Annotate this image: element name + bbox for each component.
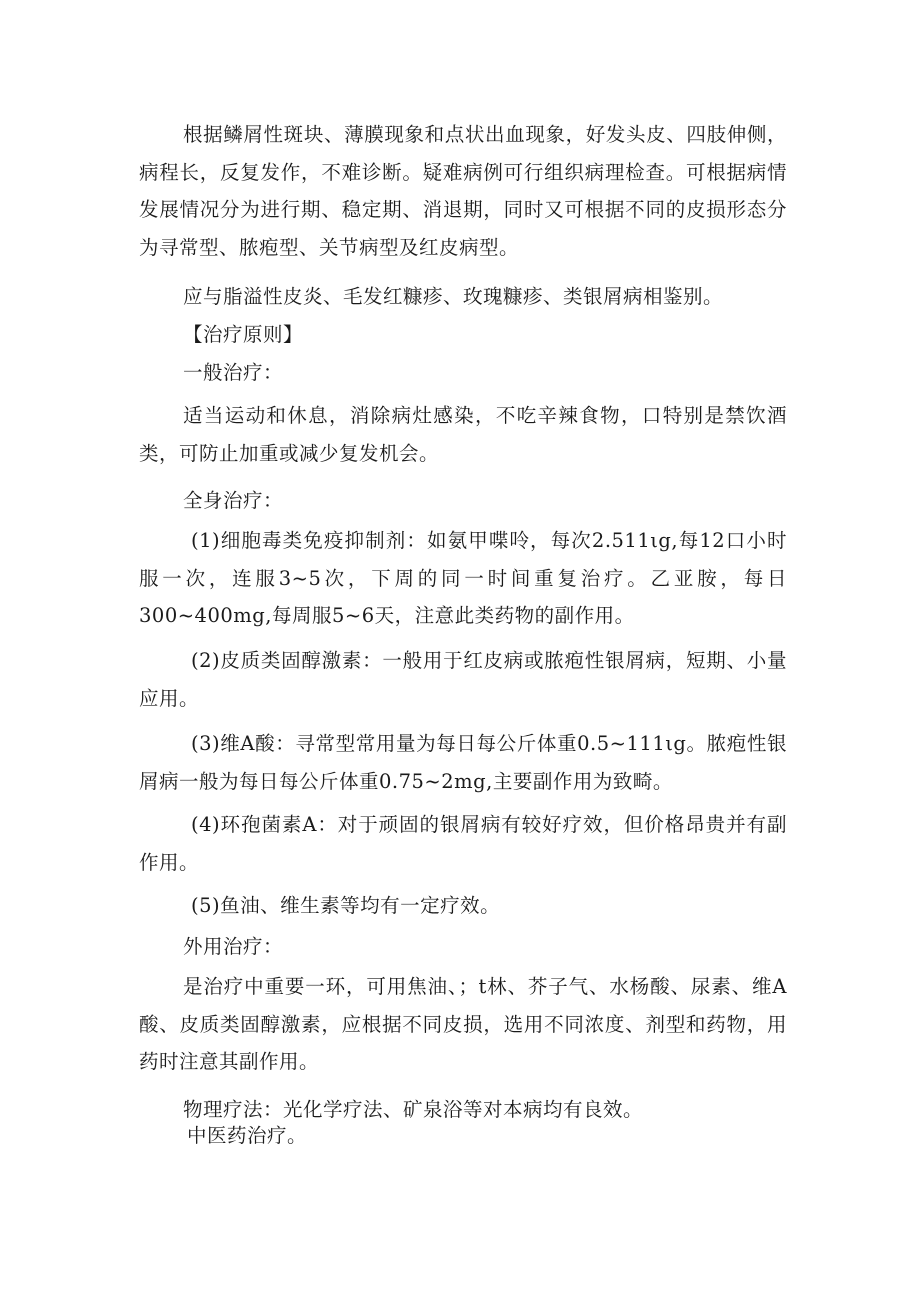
subheading-general-treatment: 一般治疗： <box>183 361 284 384</box>
paragraph-diagnosis: 根据鳞屑性斑块、薄膜现象和点状出血现象，好发头皮、四肢伸侧，病程长，反复发作，不难诊断。疑难病例可行组织病理检查。可根据病情发展情况分为进行期、稳定期、消退期，同时又可根据不同的皮损形态分为寻常型、脓疱型、关节病型及红皮病型。 <box>139 123 787 259</box>
paragraph-item-4: (4)环孢菌素A：对于顽固的银屑病有较好疗效，但价格昂贵并有副作用。 <box>139 813 787 874</box>
paragraph-item-3: (3)维A酸：寻常型常用量为每日每公斤体重0.5~111ιg。脓疱性银屑病一般为每日每公斤体重0.75~2mg,主要副作用为致畸。 <box>139 732 787 793</box>
subheading-topical-treatment: 外用治疗： <box>183 935 284 958</box>
subheading-systemic-treatment: 全身治疗： <box>183 489 284 512</box>
paragraph-physical-therapy: 物理疗法：光化学疗法、矿泉浴等对本病均有良效。 <box>183 1098 644 1121</box>
paragraph-general-treatment: 适当运动和休息，消除病灶感染，不吃辛辣食物，口特别是禁饮酒类，可防止加重或减少复发机会。 <box>139 404 787 465</box>
paragraph-topical-treatment: 是治疗中重要一环，可用焦油、；t林、芥子气、水杨酸、尿素、维A酸、皮质类固醇激素，应根据不同皮损，选用不同浓度、剂型和药物，用药时注意其副作用。 <box>139 975 787 1073</box>
paragraph-item-1: (1)细胞毒类免疫抑制剂：如氨甲喋呤，每次2.511ιg,每12口小时服一次，连服3~5次，下周的同一时间重复治疗。乙亚胺，每日300~400mg,每周服5~6天，注意此类药物的副作用。 <box>139 529 787 627</box>
paragraph-differential: 应与脂溢性皮炎、毛发红糠疹、玫瑰糠疹、类银屑病相鉴别。 <box>183 285 724 308</box>
paragraph-item-5: (5)鱼油、维生素等均有一定疗效。 <box>191 894 501 917</box>
paragraph-tcm-treatment: 中医药治疗。 <box>187 1124 308 1147</box>
section-heading-treatment: 【治疗原则】 <box>183 323 304 346</box>
paragraph-item-2: (2)皮质类固醇激素：一般用于红皮病或脓疱性银屑病，短期、小量应用。 <box>139 649 787 710</box>
